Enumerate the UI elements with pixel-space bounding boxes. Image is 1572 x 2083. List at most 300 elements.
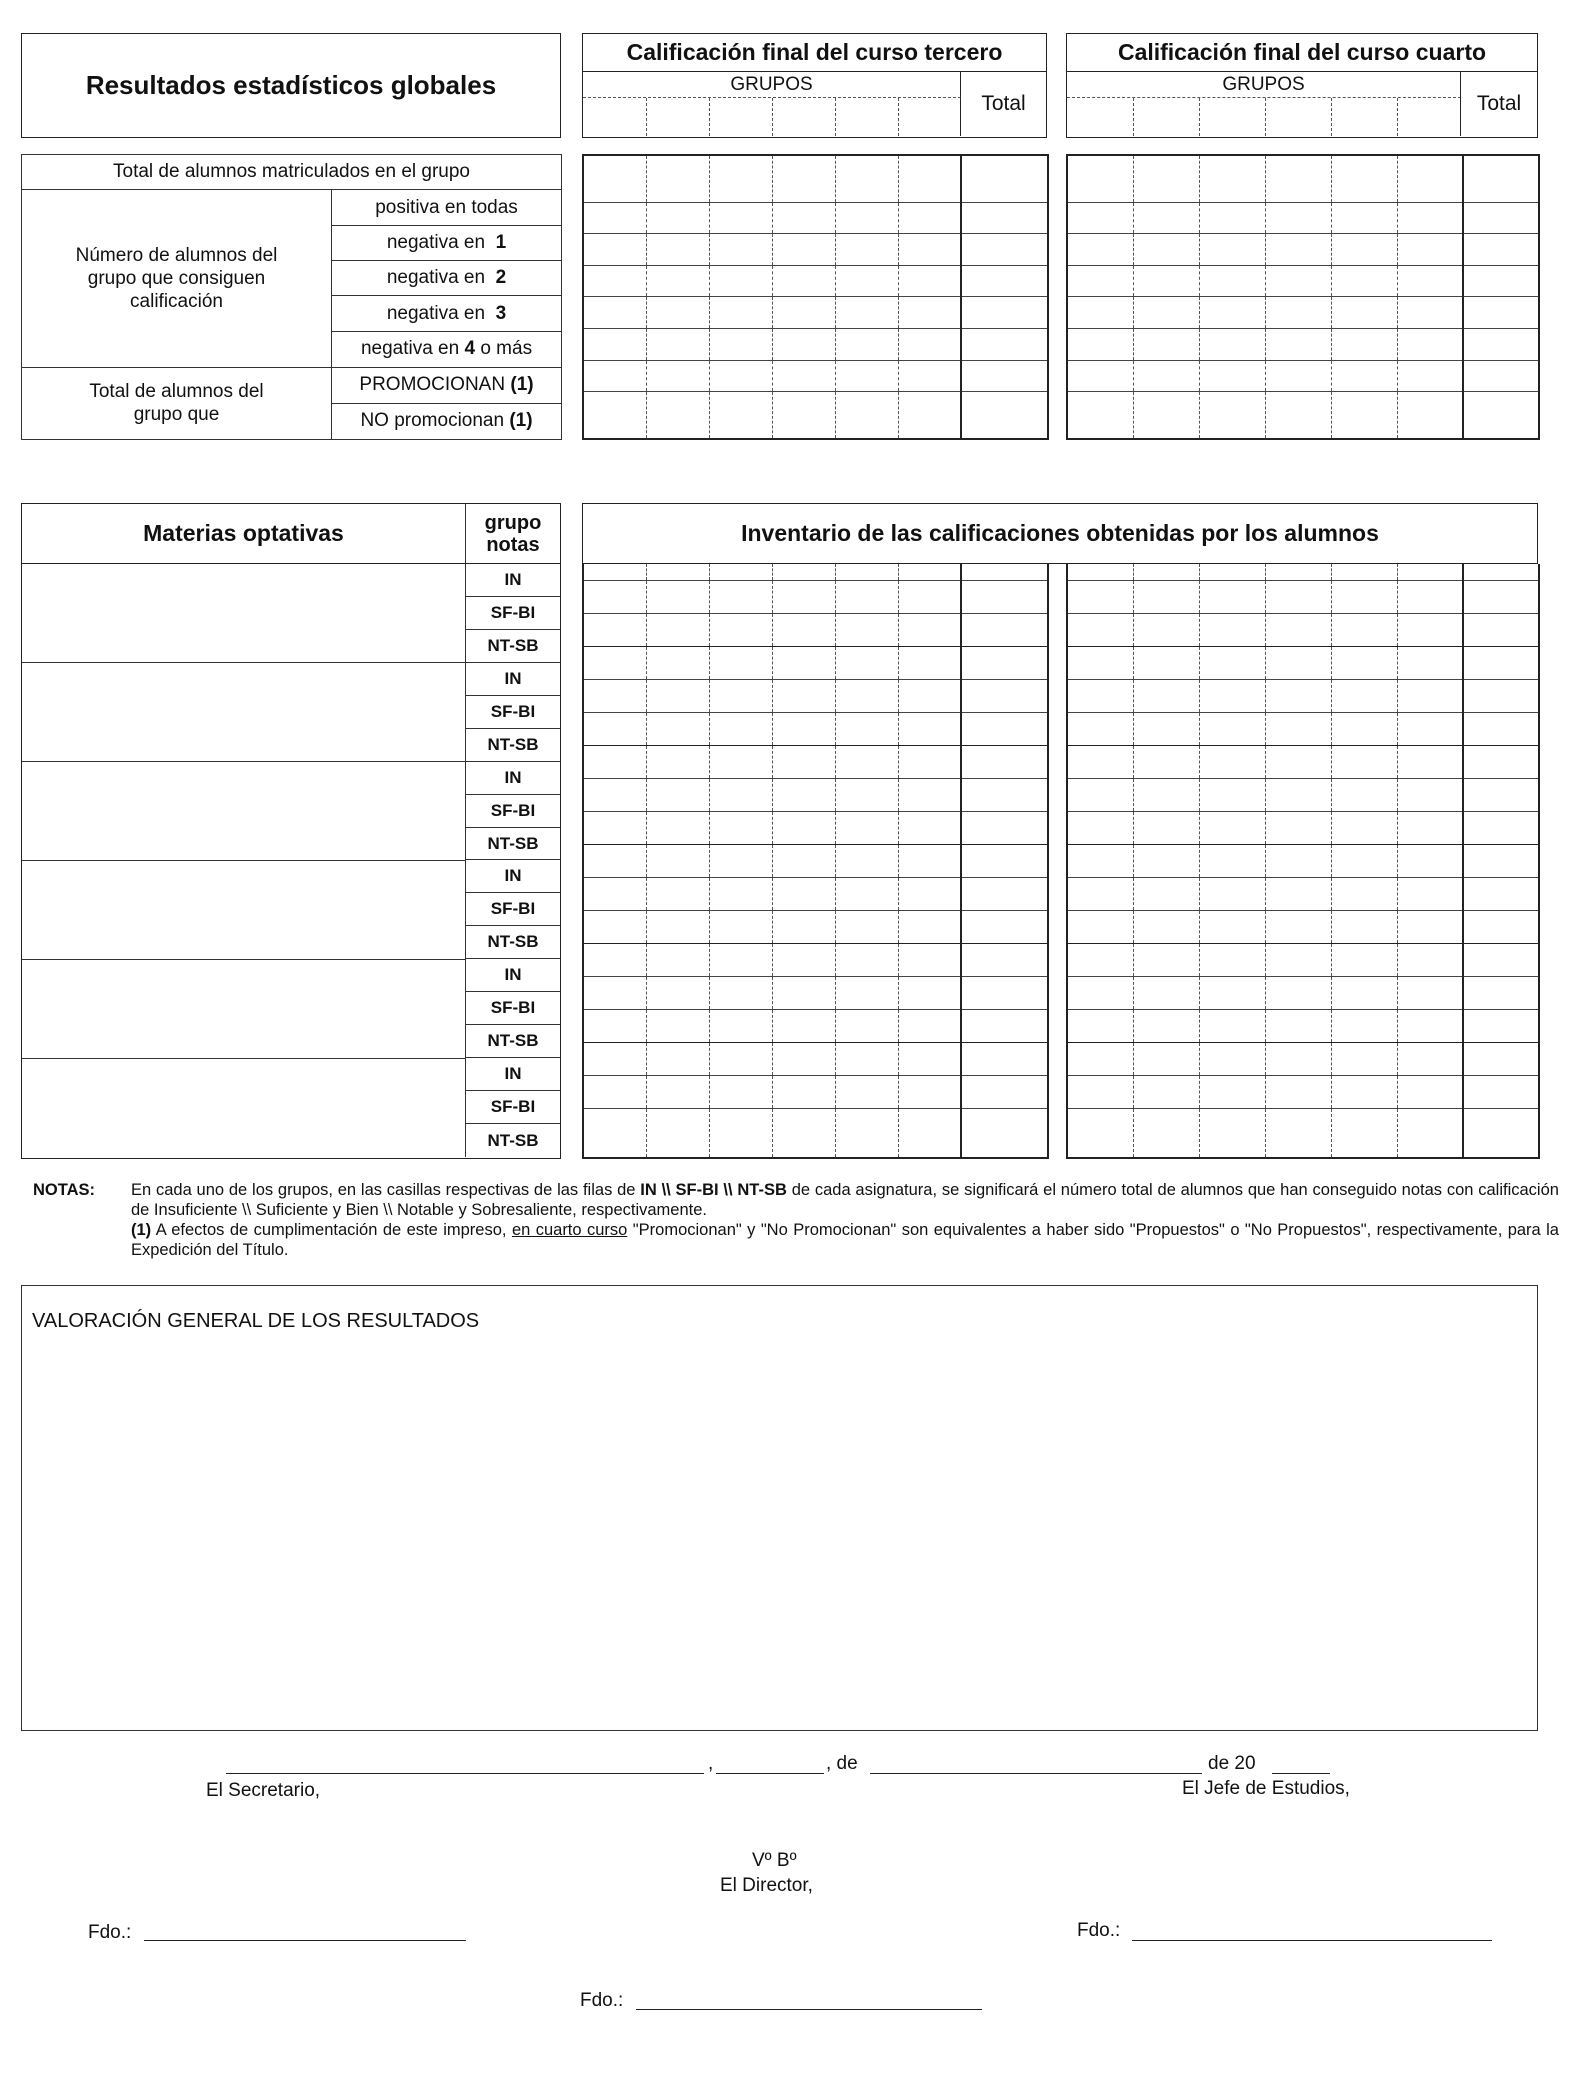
group-cell[interactable] xyxy=(835,297,898,329)
group-cell[interactable] xyxy=(772,360,835,392)
total-cell[interactable] xyxy=(1463,845,1539,878)
group-cell[interactable] xyxy=(1265,845,1331,878)
group-cell[interactable] xyxy=(1397,564,1463,581)
group-cell[interactable] xyxy=(1199,234,1265,266)
total-cell[interactable] xyxy=(1463,1076,1539,1109)
group-cell[interactable] xyxy=(772,779,835,812)
group-cell[interactable] xyxy=(709,1043,772,1076)
group-cell[interactable] xyxy=(583,360,646,392)
group-cell[interactable] xyxy=(1397,155,1463,202)
group-cell[interactable] xyxy=(1397,581,1463,614)
group-cell[interactable] xyxy=(1133,155,1199,202)
group-cell[interactable] xyxy=(583,1043,646,1076)
group-cell[interactable] xyxy=(1067,297,1133,329)
group-cell[interactable] xyxy=(835,360,898,392)
group-cell[interactable] xyxy=(898,845,961,878)
group-cell[interactable] xyxy=(1133,581,1199,614)
group-cell[interactable] xyxy=(1265,581,1331,614)
total-cell[interactable] xyxy=(961,878,1048,911)
group-cell[interactable] xyxy=(1199,977,1265,1010)
group-cell[interactable] xyxy=(1067,977,1133,1010)
total-cell[interactable] xyxy=(1463,878,1539,911)
group-cell[interactable] xyxy=(1133,647,1199,680)
group-cell[interactable] xyxy=(646,647,709,680)
group-cell[interactable] xyxy=(583,878,646,911)
group-cell[interactable] xyxy=(1067,1010,1133,1043)
group-cell[interactable] xyxy=(1067,779,1133,812)
total-cell[interactable] xyxy=(1463,564,1539,581)
group-cell[interactable] xyxy=(1199,297,1265,329)
group-cell[interactable] xyxy=(835,581,898,614)
group-cell[interactable] xyxy=(1265,878,1331,911)
group-cell[interactable] xyxy=(1265,713,1331,746)
group-cell[interactable] xyxy=(898,360,961,392)
group-cell[interactable] xyxy=(772,202,835,234)
total-cell[interactable] xyxy=(1463,680,1539,713)
group-cell[interactable] xyxy=(1397,329,1463,361)
group-cell[interactable] xyxy=(835,202,898,234)
group-cell[interactable] xyxy=(1265,977,1331,1010)
group-cell[interactable] xyxy=(772,1010,835,1043)
group-cell[interactable] xyxy=(1133,1076,1199,1109)
group-cell[interactable] xyxy=(1133,1109,1199,1159)
total-cell[interactable] xyxy=(961,812,1048,845)
group-cell[interactable] xyxy=(772,1076,835,1109)
group-cell[interactable] xyxy=(1397,202,1463,234)
group-cell[interactable] xyxy=(1265,614,1331,647)
group-cell[interactable] xyxy=(1199,564,1265,581)
group-cell[interactable] xyxy=(835,614,898,647)
group-cell[interactable] xyxy=(1397,680,1463,713)
group-cell[interactable] xyxy=(646,392,709,439)
group-cell[interactable] xyxy=(1265,265,1331,297)
total-cell[interactable] xyxy=(961,944,1048,977)
group-cell[interactable] xyxy=(772,911,835,944)
group-cell[interactable] xyxy=(646,779,709,812)
group-cell[interactable] xyxy=(1265,911,1331,944)
group-cell[interactable] xyxy=(1067,746,1133,779)
total-cell[interactable] xyxy=(1463,1043,1539,1076)
total-cell[interactable] xyxy=(961,202,1048,234)
group-cell[interactable] xyxy=(898,614,961,647)
group-cell[interactable] xyxy=(1133,680,1199,713)
place-line[interactable] xyxy=(226,1773,704,1774)
group-cell[interactable] xyxy=(1397,392,1463,439)
group-cell[interactable] xyxy=(1133,977,1199,1010)
group-cell[interactable] xyxy=(646,614,709,647)
total-cell[interactable] xyxy=(961,1076,1048,1109)
day-line[interactable] xyxy=(716,1773,824,1774)
group-cell[interactable] xyxy=(835,746,898,779)
group-cell[interactable] xyxy=(1265,647,1331,680)
total-cell[interactable] xyxy=(961,746,1048,779)
group-cell[interactable] xyxy=(1199,1010,1265,1043)
group-cell[interactable] xyxy=(646,1076,709,1109)
group-cell[interactable] xyxy=(772,329,835,361)
group-cell[interactable] xyxy=(1067,911,1133,944)
group-cell[interactable] xyxy=(1133,392,1199,439)
group-cell[interactable] xyxy=(898,779,961,812)
group-cell[interactable] xyxy=(646,944,709,977)
group-cell[interactable] xyxy=(1397,977,1463,1010)
group-cell[interactable] xyxy=(583,911,646,944)
group-cell[interactable] xyxy=(1199,911,1265,944)
group-cell[interactable] xyxy=(1397,713,1463,746)
group-cell[interactable] xyxy=(1331,581,1397,614)
group-cell[interactable] xyxy=(1265,944,1331,977)
group-cell[interactable] xyxy=(1397,911,1463,944)
group-cell[interactable] xyxy=(646,329,709,361)
group-cell[interactable] xyxy=(1331,360,1397,392)
group-cell[interactable] xyxy=(1199,202,1265,234)
subject-name-3[interactable] xyxy=(22,762,466,861)
group-cell[interactable] xyxy=(646,713,709,746)
group-cell[interactable] xyxy=(1067,812,1133,845)
group-cell[interactable] xyxy=(646,234,709,266)
total-cell[interactable] xyxy=(961,647,1048,680)
group-cell[interactable] xyxy=(835,1076,898,1109)
group-cell[interactable] xyxy=(772,1109,835,1159)
total-cell[interactable] xyxy=(961,297,1048,329)
subject-name-4[interactable] xyxy=(22,861,466,960)
group-cell[interactable] xyxy=(583,713,646,746)
group-cell[interactable] xyxy=(1199,1109,1265,1159)
group-cell[interactable] xyxy=(1067,1109,1133,1159)
group-cell[interactable] xyxy=(1199,265,1265,297)
valoracion-box[interactable] xyxy=(21,1285,1538,1731)
total-cell[interactable] xyxy=(1463,329,1539,361)
group-cell[interactable] xyxy=(1397,944,1463,977)
group-cell[interactable] xyxy=(835,392,898,439)
group-cell[interactable] xyxy=(709,713,772,746)
group-cell[interactable] xyxy=(898,1109,961,1159)
total-cell[interactable] xyxy=(1463,779,1539,812)
group-cell[interactable] xyxy=(1397,614,1463,647)
group-cell[interactable] xyxy=(709,1109,772,1159)
group-cell[interactable] xyxy=(772,265,835,297)
group-cell[interactable] xyxy=(1133,614,1199,647)
group-cell[interactable] xyxy=(1265,155,1331,202)
group-cell[interactable] xyxy=(835,845,898,878)
group-cell[interactable] xyxy=(1331,614,1397,647)
group-cell[interactable] xyxy=(898,297,961,329)
total-cell[interactable] xyxy=(961,581,1048,614)
group-cell[interactable] xyxy=(1133,812,1199,845)
total-cell[interactable] xyxy=(961,614,1048,647)
group-cell[interactable] xyxy=(772,680,835,713)
group-cell[interactable] xyxy=(1331,812,1397,845)
group-cell[interactable] xyxy=(1331,155,1397,202)
group-cell[interactable] xyxy=(709,812,772,845)
group-cell[interactable] xyxy=(1133,265,1199,297)
total-cell[interactable] xyxy=(1463,155,1539,202)
total-cell[interactable] xyxy=(961,360,1048,392)
group-cell[interactable] xyxy=(898,265,961,297)
group-cell[interactable] xyxy=(583,581,646,614)
group-cell[interactable] xyxy=(1199,392,1265,439)
total-cell[interactable] xyxy=(961,911,1048,944)
subject-name-5[interactable] xyxy=(22,960,466,1059)
group-cell[interactable] xyxy=(709,944,772,977)
group-cell[interactable] xyxy=(709,297,772,329)
group-cell[interactable] xyxy=(1199,680,1265,713)
total-cell[interactable] xyxy=(1463,647,1539,680)
group-cell[interactable] xyxy=(1265,297,1331,329)
total-cell[interactable] xyxy=(1463,1109,1539,1159)
fdo-jefe-line[interactable] xyxy=(1132,1940,1492,1941)
group-cell[interactable] xyxy=(1265,1043,1331,1076)
group-cell[interactable] xyxy=(583,944,646,977)
group-cell[interactable] xyxy=(646,878,709,911)
group-cell[interactable] xyxy=(1265,360,1331,392)
group-cell[interactable] xyxy=(772,234,835,266)
total-cell[interactable] xyxy=(961,234,1048,266)
group-cell[interactable] xyxy=(1067,155,1133,202)
group-cell[interactable] xyxy=(1397,845,1463,878)
group-cell[interactable] xyxy=(772,647,835,680)
total-cell[interactable] xyxy=(1463,202,1539,234)
group-cell[interactable] xyxy=(709,155,772,202)
group-cell[interactable] xyxy=(772,581,835,614)
group-cell[interactable] xyxy=(898,1076,961,1109)
group-cell[interactable] xyxy=(1331,1076,1397,1109)
group-cell[interactable] xyxy=(898,581,961,614)
total-cell[interactable] xyxy=(1463,944,1539,977)
group-cell[interactable] xyxy=(835,234,898,266)
group-cell[interactable] xyxy=(1067,1043,1133,1076)
group-cell[interactable] xyxy=(835,944,898,977)
group-cell[interactable] xyxy=(772,944,835,977)
group-cell[interactable] xyxy=(835,564,898,581)
group-cell[interactable] xyxy=(1397,746,1463,779)
group-cell[interactable] xyxy=(898,234,961,266)
group-cell[interactable] xyxy=(1199,329,1265,361)
group-cell[interactable] xyxy=(1199,746,1265,779)
group-cell[interactable] xyxy=(1331,1109,1397,1159)
group-cell[interactable] xyxy=(1067,234,1133,266)
group-cell[interactable] xyxy=(1397,1010,1463,1043)
group-cell[interactable] xyxy=(583,680,646,713)
group-cell[interactable] xyxy=(1331,878,1397,911)
group-cell[interactable] xyxy=(772,614,835,647)
group-cell[interactable] xyxy=(646,680,709,713)
year-line[interactable] xyxy=(1272,1773,1330,1774)
group-cell[interactable] xyxy=(1067,944,1133,977)
group-cell[interactable] xyxy=(1397,1043,1463,1076)
group-cell[interactable] xyxy=(583,812,646,845)
group-cell[interactable] xyxy=(1133,234,1199,266)
group-cell[interactable] xyxy=(709,911,772,944)
group-cell[interactable] xyxy=(1133,746,1199,779)
group-cell[interactable] xyxy=(1397,234,1463,266)
group-cell[interactable] xyxy=(1067,265,1133,297)
group-cell[interactable] xyxy=(1397,812,1463,845)
group-cell[interactable] xyxy=(898,1010,961,1043)
group-cell[interactable] xyxy=(709,1010,772,1043)
group-cell[interactable] xyxy=(835,779,898,812)
group-cell[interactable] xyxy=(1067,564,1133,581)
group-cell[interactable] xyxy=(1133,878,1199,911)
group-cell[interactable] xyxy=(1331,779,1397,812)
group-cell[interactable] xyxy=(898,911,961,944)
group-cell[interactable] xyxy=(709,977,772,1010)
group-cell[interactable] xyxy=(709,680,772,713)
group-cell[interactable] xyxy=(1265,1109,1331,1159)
group-cell[interactable] xyxy=(835,1109,898,1159)
group-cell[interactable] xyxy=(709,647,772,680)
group-cell[interactable] xyxy=(1067,647,1133,680)
group-cell[interactable] xyxy=(772,1043,835,1076)
group-cell[interactable] xyxy=(772,746,835,779)
group-cell[interactable] xyxy=(898,878,961,911)
group-cell[interactable] xyxy=(1199,360,1265,392)
group-cell[interactable] xyxy=(1133,360,1199,392)
group-cell[interactable] xyxy=(646,911,709,944)
group-cell[interactable] xyxy=(1331,911,1397,944)
total-cell[interactable] xyxy=(1463,713,1539,746)
group-cell[interactable] xyxy=(709,202,772,234)
subject-name-2[interactable] xyxy=(22,663,466,762)
group-cell[interactable] xyxy=(583,845,646,878)
group-cell[interactable] xyxy=(1199,779,1265,812)
group-cell[interactable] xyxy=(583,647,646,680)
group-cell[interactable] xyxy=(1397,360,1463,392)
group-cell[interactable] xyxy=(1331,713,1397,746)
group-cell[interactable] xyxy=(709,845,772,878)
group-cell[interactable] xyxy=(1331,746,1397,779)
group-cell[interactable] xyxy=(1067,202,1133,234)
group-cell[interactable] xyxy=(1265,329,1331,361)
group-cell[interactable] xyxy=(646,155,709,202)
group-cell[interactable] xyxy=(1199,713,1265,746)
group-cell[interactable] xyxy=(1067,392,1133,439)
group-cell[interactable] xyxy=(835,1043,898,1076)
group-cell[interactable] xyxy=(709,564,772,581)
group-cell[interactable] xyxy=(898,812,961,845)
group-cell[interactable] xyxy=(646,564,709,581)
group-cell[interactable] xyxy=(835,680,898,713)
total-cell[interactable] xyxy=(961,1010,1048,1043)
group-cell[interactable] xyxy=(709,614,772,647)
group-cell[interactable] xyxy=(898,680,961,713)
group-cell[interactable] xyxy=(583,746,646,779)
group-cell[interactable] xyxy=(898,647,961,680)
group-cell[interactable] xyxy=(1199,944,1265,977)
total-cell[interactable] xyxy=(1463,234,1539,266)
group-cell[interactable] xyxy=(1331,977,1397,1010)
group-cell[interactable] xyxy=(583,155,646,202)
total-cell[interactable] xyxy=(961,564,1048,581)
group-cell[interactable] xyxy=(835,1010,898,1043)
group-cell[interactable] xyxy=(709,392,772,439)
group-cell[interactable] xyxy=(1067,680,1133,713)
month-line[interactable] xyxy=(870,1773,1202,1774)
group-cell[interactable] xyxy=(646,265,709,297)
group-cell[interactable] xyxy=(1133,911,1199,944)
group-cell[interactable] xyxy=(1067,360,1133,392)
total-cell[interactable] xyxy=(1463,746,1539,779)
group-cell[interactable] xyxy=(898,392,961,439)
group-cell[interactable] xyxy=(646,1109,709,1159)
group-cell[interactable] xyxy=(1397,1109,1463,1159)
group-cell[interactable] xyxy=(772,155,835,202)
group-cell[interactable] xyxy=(583,392,646,439)
group-cell[interactable] xyxy=(1331,845,1397,878)
group-cell[interactable] xyxy=(1265,1076,1331,1109)
group-cell[interactable] xyxy=(646,1043,709,1076)
total-cell[interactable] xyxy=(961,713,1048,746)
group-cell[interactable] xyxy=(646,977,709,1010)
total-cell[interactable] xyxy=(961,155,1048,202)
total-cell[interactable] xyxy=(1463,297,1539,329)
group-cell[interactable] xyxy=(709,878,772,911)
group-cell[interactable] xyxy=(1331,202,1397,234)
group-cell[interactable] xyxy=(646,812,709,845)
group-cell[interactable] xyxy=(1331,680,1397,713)
group-cell[interactable] xyxy=(1331,265,1397,297)
group-cell[interactable] xyxy=(709,234,772,266)
total-cell[interactable] xyxy=(1463,614,1539,647)
group-cell[interactable] xyxy=(1199,878,1265,911)
total-cell[interactable] xyxy=(1463,977,1539,1010)
group-cell[interactable] xyxy=(709,746,772,779)
group-cell[interactable] xyxy=(1331,1010,1397,1043)
group-cell[interactable] xyxy=(1265,202,1331,234)
group-cell[interactable] xyxy=(898,977,961,1010)
group-cell[interactable] xyxy=(1133,944,1199,977)
total-cell[interactable] xyxy=(961,680,1048,713)
group-cell[interactable] xyxy=(1331,392,1397,439)
group-cell[interactable] xyxy=(646,360,709,392)
group-cell[interactable] xyxy=(1265,1010,1331,1043)
group-cell[interactable] xyxy=(1331,297,1397,329)
group-cell[interactable] xyxy=(772,392,835,439)
group-cell[interactable] xyxy=(1199,845,1265,878)
group-cell[interactable] xyxy=(646,581,709,614)
group-cell[interactable] xyxy=(1331,647,1397,680)
total-cell[interactable] xyxy=(961,1043,1048,1076)
fdo-director-line[interactable] xyxy=(636,2009,982,2010)
group-cell[interactable] xyxy=(709,360,772,392)
total-cell[interactable] xyxy=(961,329,1048,361)
group-cell[interactable] xyxy=(583,614,646,647)
group-cell[interactable] xyxy=(1199,614,1265,647)
group-cell[interactable] xyxy=(709,1076,772,1109)
group-cell[interactable] xyxy=(583,297,646,329)
group-cell[interactable] xyxy=(898,329,961,361)
group-cell[interactable] xyxy=(772,845,835,878)
total-cell[interactable] xyxy=(961,265,1048,297)
group-cell[interactable] xyxy=(583,265,646,297)
group-cell[interactable] xyxy=(1397,1076,1463,1109)
group-cell[interactable] xyxy=(583,329,646,361)
group-cell[interactable] xyxy=(1133,713,1199,746)
total-cell[interactable] xyxy=(961,779,1048,812)
group-cell[interactable] xyxy=(1133,779,1199,812)
group-cell[interactable] xyxy=(835,911,898,944)
total-cell[interactable] xyxy=(1463,392,1539,439)
total-cell[interactable] xyxy=(1463,911,1539,944)
group-cell[interactable] xyxy=(1067,1076,1133,1109)
group-cell[interactable] xyxy=(709,779,772,812)
group-cell[interactable] xyxy=(646,1010,709,1043)
group-cell[interactable] xyxy=(1397,878,1463,911)
group-cell[interactable] xyxy=(835,265,898,297)
group-cell[interactable] xyxy=(1067,713,1133,746)
group-cell[interactable] xyxy=(1397,647,1463,680)
group-cell[interactable] xyxy=(898,1043,961,1076)
group-cell[interactable] xyxy=(1331,234,1397,266)
